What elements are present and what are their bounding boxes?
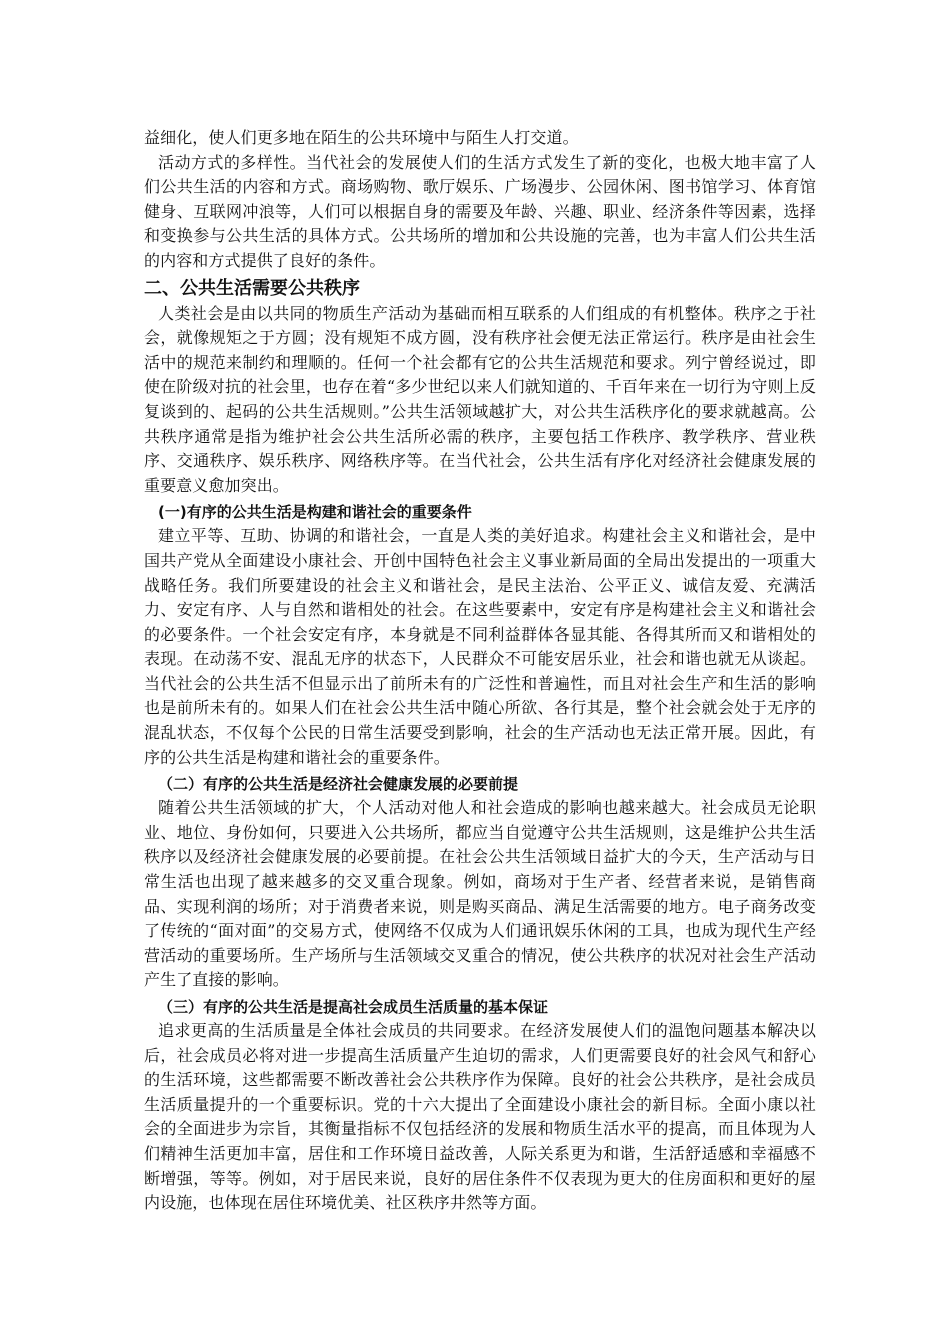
- paragraph-public-order: 人类社会是由以共同的物质生产活动为基础而相互联系的人们组成的有机整体。秩序之于社会，就像规矩之于方圆；没有规矩不成方圆，没有秩序社会便无法正常运行。秩序是由社会生活中的规范来制约和理顺的。任何一个社会都有它的公共生活规范和要求。列宁曾经说过，即使在阶级对抗的社会里，也存在着“多少世纪以来人们就知道的、千百年来在一切行为守则上反复谈到的、起码的公共生活规则。”公共生活领域越扩大，对公共生活秩序化的要求就越高。公共秩序通常是指为维护社会公共生活所必需的秩序，主要包括工作秩序、教学秩序、营业秩序、交通秩序、娱乐秩序、网络秩序等。在当代社会，公共生活有序化对经济社会健康发展的重要意义愈加突出。: [144, 303, 816, 495]
- paragraph-continuation: 益细化，使人们更多地在陌生的公共环境中与陌生人打交道。: [144, 128, 579, 147]
- paragraph-harmonious-society: 建立平等、互助、协调的和谐社会，一直是人类的美好追求。构建社会主义和谐社会，是中国共产党从全面建设小康社会、开创中国特色社会主义事业新局面的全局出发提出的一项重大战略任务。我们所要建设的社会主义和谐社会，是民主法治、公平正义、诚信友爱、充满活力、安定有序、人与自然和谐相处的社会。在这些要素中，安定有序是构建社会主义和谐社会的必要条件。一个社会安定有序，本身就是不同利益群体各显其能、各得其所而又和谐相处的表现。在动荡不安、混乱无序的状态下，人民群众不可能安居乐业，社会和谐也就无从谈起。当代社会的公共生活不但显示出了前所未有的广泛性和普遍性，而且对社会生产和生活的影响也是前所未有的。如果人们在社会公共生活中随心所欲、各行其是，整个社会就会处于无序的混乱状态，不仅每个公民的日常生活要受到影响，社会的生产活动也无法正常开展。因此，有序的公共生活是构建和谐社会的重要条件。: [144, 526, 816, 767]
- paragraph-economic-development: 随着公共生活领域的扩大，个人活动对他人和社会造成的影响也越来越大。社会成员无论职业、地位、身份如何，只要进入公共场所，都应当自觉遵守公共生活规则，这是维护公共生活秩序以及经济社会健康发展的必要前提。在社会公共生活领域日益扩大的今天，生产活动与日常生活也出现了越来越多的交叉重合现象。例如，商场对于生产者、经营者来说，是销售商品、实现利润的场所；对于消费者来说，则是购买商品、满足生活需要的地方。电子商务改变了传统的“面对面”的交易方式，使网络不仅成为人们通讯娱乐休闲的工具，也成为现代生产经营活动的重要场所。生产场所与生活领域交叉重合的情况，使公共秩序的状况对社会生产活动产生了直接的影响。: [144, 798, 816, 990]
- subsection-heading-harmonious-society: (一)有序的公共生活是构建和谐社会的重要条件: [158, 503, 472, 522]
- paragraph-quality-of-life: 追求更高的生活质量是全体社会成员的共同要求。在经济发展使人们的温饱问题基本解决以后，社会成员必将对进一步提高生活质量产生迫切的需求，人们更需要良好的社会风气和舒心的生活环境，这些都需要不断改善社会公共秩序作为保障。良好的社会公共秩序，是社会成员生活质量提升的一个重要标识。党的十六大提出了全面建设小康社会的新目标。全面小康以社会的全面进步为宗旨，其衡量指标不仅包括经济的发展和物质生活水平的提高，而且体现为人们精神生活更加丰富，居住和工作环境日益改善，人际关系更为和谐，生活舒适感和幸福感不断增强，等等。例如，对于居民来说，良好的居住条件不仅表现为更大的住房面积和更好的屋内设施，也体现在居住环境优美、社区秩序井然等方面。: [144, 1021, 816, 1213]
- section-heading-public-order: 二、公共生活需要公共秩序: [144, 277, 360, 299]
- document-page: [144, 126, 816, 1216]
- subsection-heading-economic-development: （二）有序的公共生活是经济社会健康发展的必要前提: [158, 775, 519, 794]
- paragraph-activity-diversity: 活动方式的多样性。当代社会的发展使人们的生活方式发生了新的变化，也极大地丰富了人们公共生活的内容和方式。商场购物、歌厅娱乐、广场漫步、公园休闲、图书馆学习、体育馆健身、互联网冲浪等，人们可以根据自身的需要及年龄、兴趣、职业、经济条件等因素，选择和变换参与公共生活的具体方式。公共场所的增加和公共设施的完善，也为丰富人们公共生活的内容和方式提供了良好的条件。: [144, 152, 816, 270]
- subsection-heading-quality-of-life: （三）有序的公共生活是提高社会成员生活质量的基本保证: [158, 998, 549, 1016]
